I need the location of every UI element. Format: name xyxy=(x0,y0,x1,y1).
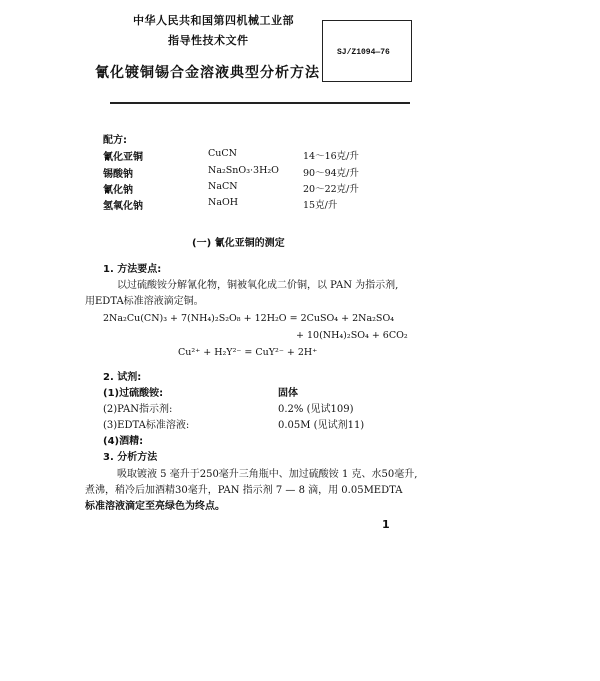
method-text: 煮沸，稍冷后加酒精30毫升，PAN 指示剂 7 — 8 滴，用 0.05MEDTA xyxy=(85,485,403,496)
reaction-equation: Cu²⁺ + H₂Y²⁻ = CuY²⁻ + 2H⁺ xyxy=(178,347,318,358)
reagent-label: (3)EDTA标准溶液: xyxy=(103,420,190,431)
issuing-organization: 中华人民共和国第四机械工业部 xyxy=(133,14,294,27)
method-point-text: 用EDTA标准溶液滴定铜。 xyxy=(85,296,204,307)
formula-heading: 配方: xyxy=(103,135,127,146)
reagent-value: 0.05M (见试剂11) xyxy=(278,420,365,431)
standard-code-box xyxy=(322,20,412,82)
reagents-heading: 2. 试剂: xyxy=(103,372,142,383)
formula-chem: NaCN xyxy=(208,181,238,192)
formula-amount: 15克/升 xyxy=(303,200,338,211)
formula-amount: 20～22克/升 xyxy=(303,184,359,195)
method-heading: 3. 分析方法 xyxy=(103,452,158,463)
standard-code: SJ/Z1094—76 xyxy=(337,48,390,57)
document-type: 指导性技术文件 xyxy=(168,34,249,47)
reaction-equation: 2Na₂Cu(CN)₃ + 7(NH₄)₂S₂O₈ + 12H₂O = 2CuSO₄ + 2Na₂SO₄ xyxy=(103,313,395,324)
reagent-label: (2)PAN指示剂: xyxy=(103,404,173,415)
formula-name: 锡酸钠 xyxy=(103,169,133,180)
section-title: (一) 氰化亚铜的测定 xyxy=(192,238,285,249)
formula-name: 氢氧化钠 xyxy=(103,201,143,212)
formula-chem: NaOH xyxy=(208,197,239,208)
formula-chem: Na₂SnO₃·3H₂O xyxy=(208,165,279,176)
reagent-value: 0.2% (见试109) xyxy=(278,404,354,415)
formula-name: 氰化亚铜 xyxy=(103,152,143,163)
header-divider xyxy=(110,102,410,104)
method-point-heading: 1. 方法要点: xyxy=(103,264,162,275)
formula-name: 氰化钠 xyxy=(103,185,133,196)
page-number: 1 xyxy=(382,518,390,531)
method-text: 标准溶液滴定至亮绿色为终点。 xyxy=(85,501,225,512)
reagent-value: 固体 xyxy=(278,388,298,399)
method-text: 吸取镀液 5 毫升于250毫升三角瓶中、加过硫酸铵 1 克、水50毫升, xyxy=(117,469,418,480)
reagent-label: (1)过硫酸铵: xyxy=(103,388,164,399)
reagent-label: (4)酒精: xyxy=(103,436,144,447)
method-point-text: 以过硫酸铵分解氰化物，铜被氧化成二价铜，以 PAN 为指示剂, xyxy=(117,280,399,291)
document-title: 氰化镀铜锡合金溶液典型分析方法 xyxy=(95,65,320,81)
formula-amount: 14～16克/升 xyxy=(303,151,359,162)
formula-chem: CuCN xyxy=(208,148,237,159)
reaction-equation-continued: + 10(NH₄)₂SO₄ + 6CO₂ xyxy=(296,330,408,341)
formula-amount: 90～94克/升 xyxy=(303,168,359,179)
